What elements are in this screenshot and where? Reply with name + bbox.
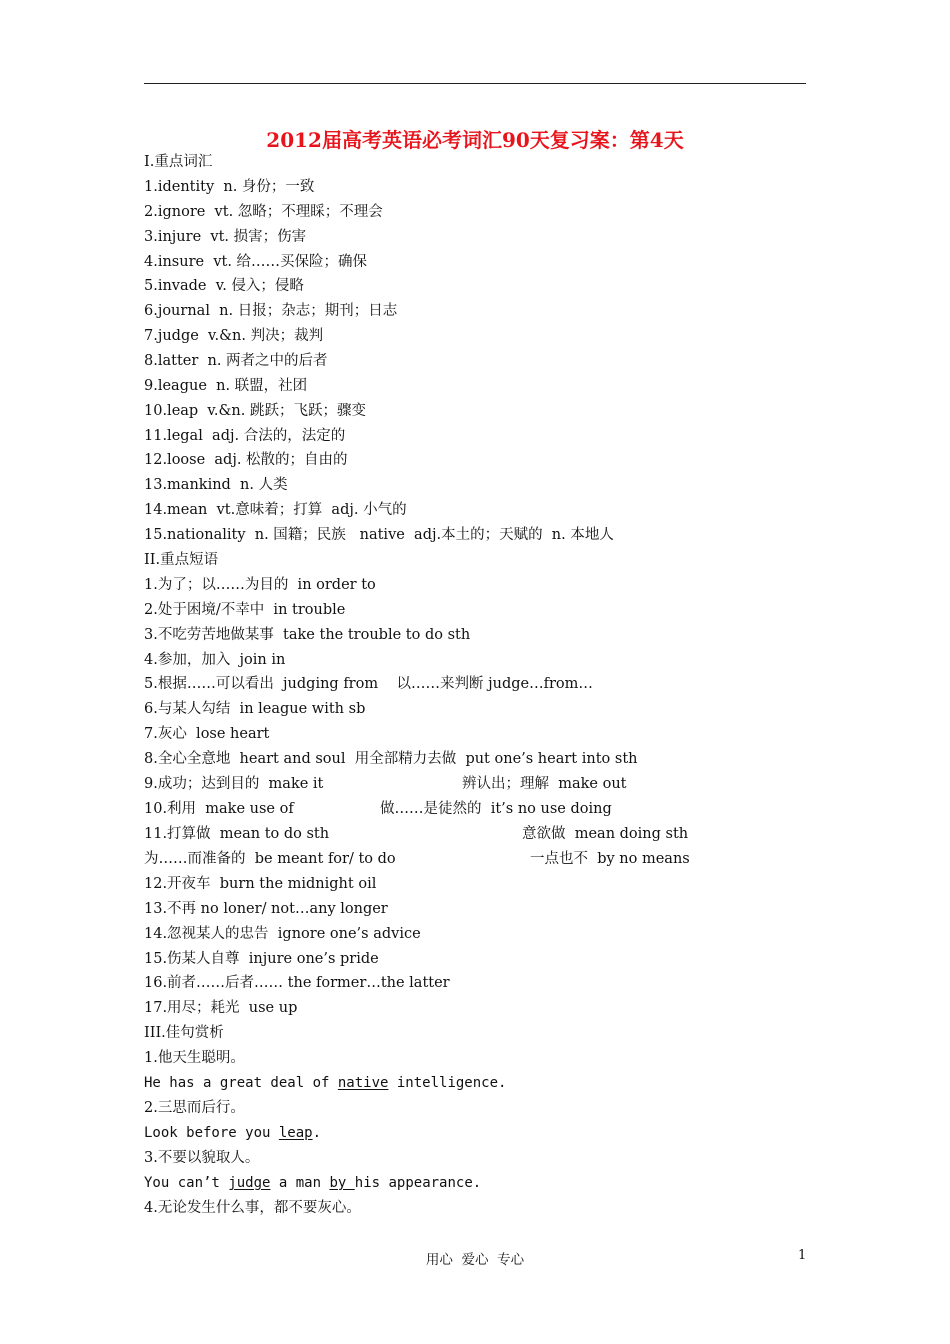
phrase-item-b-4: 15.伤某人自尊 injure one’s pride: [144, 950, 379, 967]
vocab-item-8: 8.latter n. 两者之中的后者: [144, 352, 328, 369]
phrase-item-b-5: 16.前者……后者…… the former…the latter: [144, 975, 450, 992]
underlined-word: judge: [228, 1175, 271, 1191]
phrase-right: 做……是徒然的 it’s no use doing: [380, 800, 612, 817]
section-heading-vocabulary: I.重点词汇: [144, 154, 213, 170]
vocab-item-4: 4.insure vt. 给……买保险；确保: [144, 253, 368, 270]
phrase-left: 10.利用 make use of: [144, 800, 294, 817]
phrase-row-11: [144, 822, 689, 846]
underlined-word: leap: [278, 1125, 313, 1141]
page-footer: 用心 爱心 专心: [425, 1252, 525, 1268]
phrase-right: 意欲做 mean doing sth: [522, 825, 689, 842]
phrase-item-2: 2.处于困境/不幸中 in trouble: [144, 601, 346, 618]
phrase-item-8: 8.全心全意地 heart and soul 用全部精力去做 put one’s heart into sth: [144, 750, 638, 767]
phrase-item-b-3: 14.忽视某人的忠告 ignore one’s advice: [144, 925, 421, 942]
phrase-left: 11.打算做 mean to do sth: [144, 825, 330, 842]
sentence-1-english: He has a great deal of native intelligence.: [144, 1075, 507, 1091]
phrase-item-b-6: 17.用尽；耗光 use up: [144, 1000, 298, 1017]
phrase-row-9: [144, 772, 627, 796]
underlined-word: by: [329, 1175, 355, 1191]
phrase-right: 辨认出；理解 make out: [462, 776, 627, 792]
sentence-3-chinese: 3.不要以貌取人。: [144, 1150, 260, 1166]
vocab-item-13: 13.mankind n. 人类: [144, 477, 288, 494]
phrase-item-3: 3.不吃劳苦地做某事 take the trouble to do sth: [144, 626, 471, 643]
vocab-item-15: 15.nationality n. 国籍；民族 native adj.本土的；天赋的 n. 本地人: [144, 526, 614, 543]
vocab-item-9: 9.league n. 联盟，社团: [144, 377, 308, 394]
phrase-item-4: 4.参加，加入 join in: [144, 651, 286, 668]
underlined-word: native: [337, 1075, 389, 1091]
vocab-item-1: 1.identity n. 身份；一致: [144, 179, 315, 195]
phrase-right: 一点也不 by no means: [530, 850, 690, 867]
phrase-item-b-2: 13.不再 no loner/ not…any longer: [144, 900, 388, 917]
section-heading-sentences: III.佳句赏析: [144, 1025, 224, 1041]
sentence-1-chinese: 1.他天生聪明。: [144, 1050, 245, 1066]
page-number: 1: [798, 1248, 807, 1263]
header-rule: [144, 83, 806, 84]
phrase-item-5: 5.根据……可以看出 judging from 以……来判断 judge…from…: [144, 676, 593, 693]
phrase-item-1: 1.为了；以……为目的 in order to: [144, 577, 376, 593]
phrase-row-12: [144, 847, 690, 871]
phrase-row-10: [144, 797, 612, 821]
vocab-item-10: 10.leap v.&n. 跳跃；飞跃；骤变: [144, 402, 366, 419]
vocab-item-5: 5.invade v. 侵入；侵略: [144, 278, 304, 295]
sentence-3-english: You can’t judge a man by his appearance.: [144, 1175, 482, 1191]
phrase-item-7: 7.灰心 lose heart: [144, 726, 270, 743]
vocab-item-6: 6.journal n. 日报；杂志；期刊；日志: [144, 303, 398, 320]
section-heading-phrases: II.重点短语: [144, 552, 219, 568]
document-title: 2012届高考英语必考词汇90天复习案：第4天: [266, 128, 684, 152]
phrase-left: 为……而准备的 be meant for/ to do: [144, 850, 396, 867]
vocab-item-7: 7.judge v.&n. 判决；裁判: [144, 328, 324, 345]
phrase-item-b-1: 12.开夜车 burn the midnight oil: [144, 876, 377, 892]
vocab-item-12: 12.loose adj. 松散的；自由的: [144, 452, 348, 469]
sentence-4-chinese: 4.无论发生什么事，都不要灰心。: [144, 1200, 361, 1216]
phrase-left: 9.成功；达到目的 make it: [144, 776, 324, 792]
vocab-item-2: 2.ignore vt. 忽略；不理睬；不理会: [144, 203, 383, 220]
vocab-item-14: 14.mean vt.意味着；打算 adj. 小气的: [144, 502, 407, 519]
vocab-item-3: 3.injure vt. 损害；伤害: [144, 228, 307, 245]
phrase-item-6: 6.与某人勾结 in league with sb: [144, 701, 366, 718]
sentence-2-chinese: 2.三思而后行。: [144, 1100, 245, 1116]
sentence-2-english: Look before you leap.: [144, 1125, 322, 1141]
vocab-item-11: 11.legal adj. 合法的，法定的: [144, 427, 346, 444]
